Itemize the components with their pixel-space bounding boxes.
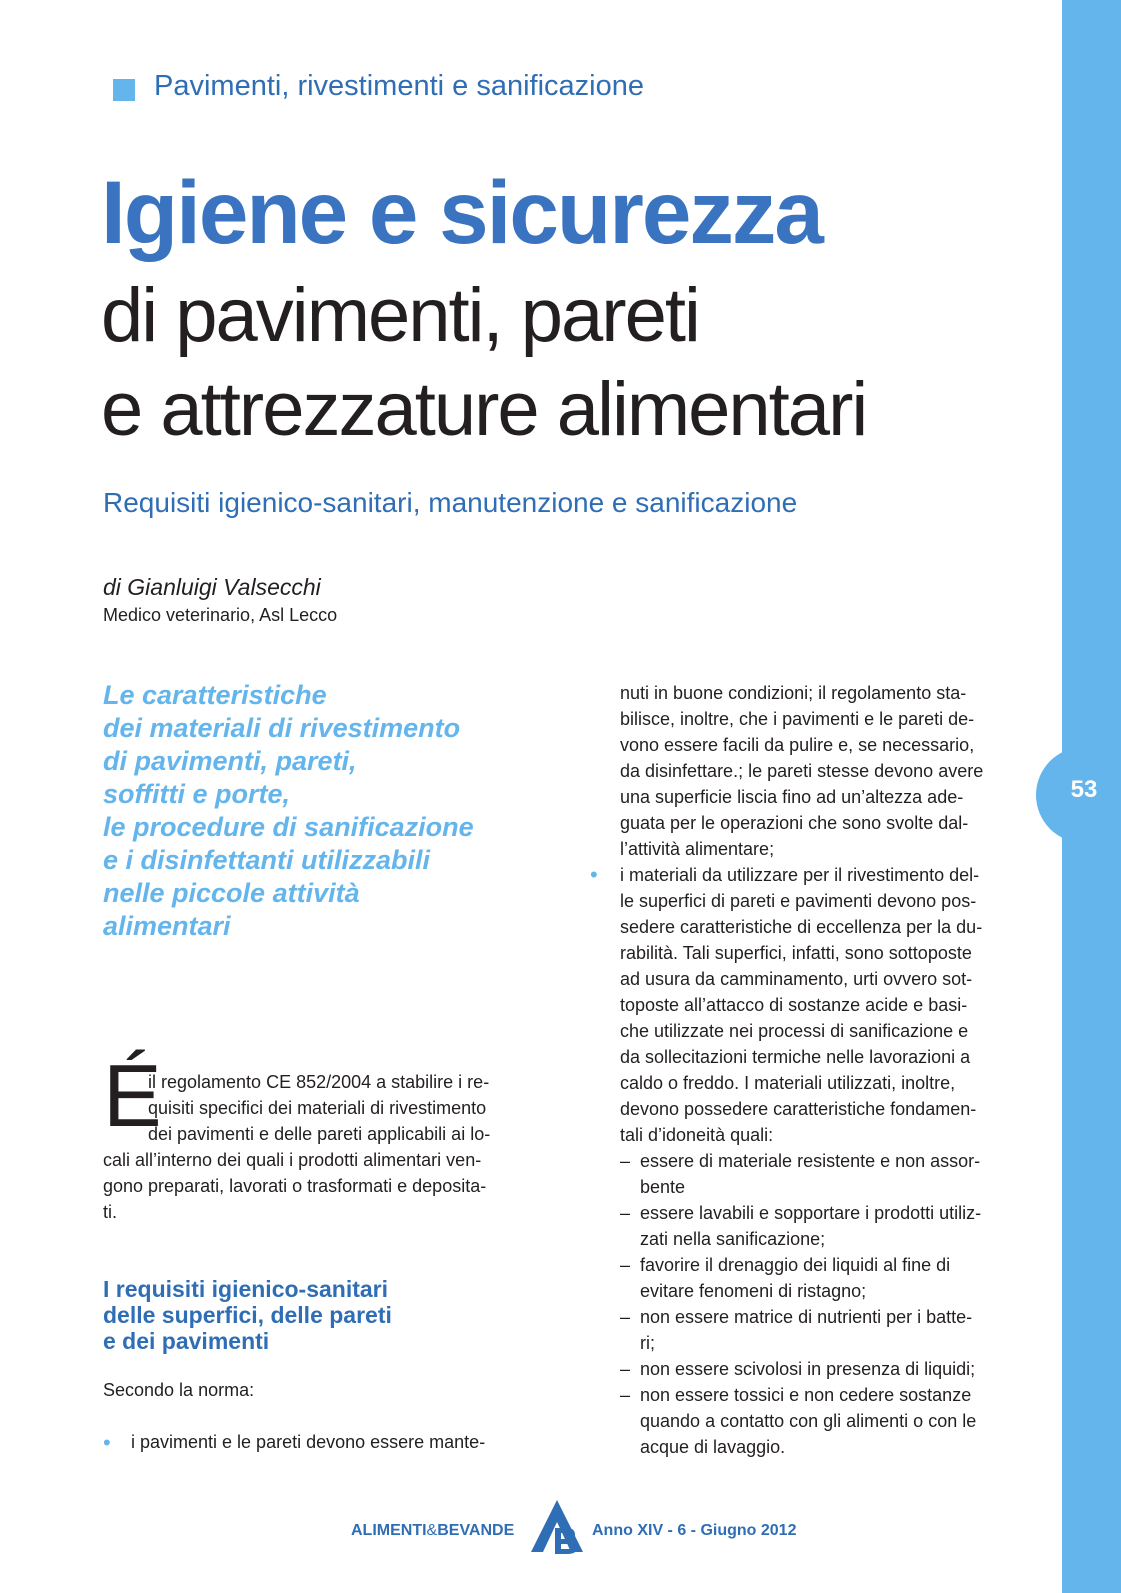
intro-paragraph [103, 1069, 533, 1225]
lead-line: dei materiali di rivestimento [103, 713, 461, 743]
section-heading-line: delle superfici, delle pareti [103, 1302, 392, 1328]
bullet-icon: • [590, 862, 598, 887]
dash-line: essere lavabili e sopportare i prodotti utiliz- [640, 1203, 982, 1223]
drop-cap: É [103, 1046, 162, 1145]
article-title-line3: e attrezzature alimentari [101, 367, 867, 452]
dash-line: essere di materiale resistente e non assor- [640, 1151, 981, 1171]
bullet-item [590, 862, 1020, 1148]
lead-line: nelle piccole attività [103, 878, 360, 908]
dash-marker-icon: – [620, 1307, 631, 1327]
dash-line: ri; [640, 1333, 655, 1353]
section-heading [103, 1276, 392, 1354]
dash-item [620, 1148, 1020, 1200]
publication-name [351, 1522, 514, 1540]
dash-line: zati nella sanificazione; [640, 1229, 826, 1249]
dash-line: non essere scivolosi in presenza di liquidi; [640, 1359, 976, 1379]
publication-logo-icon [527, 1498, 587, 1554]
publication-name-part: ALIMENTI [351, 1522, 427, 1539]
body-line: devono possedere caratteristiche fondamen- [620, 1099, 977, 1119]
intro-line: cali all’interno dei quali i prodotti alimentari ven- [103, 1150, 482, 1170]
article-title-line2: di pavimenti, pareti [101, 273, 699, 358]
dash-line: favorire il drenaggio dei liquidi al fine di [640, 1255, 951, 1275]
bullet-icon: • [103, 1430, 111, 1455]
lead-line: soffitti e porte, [103, 779, 291, 809]
dash-line: evitare fenomeni di ristagno; [640, 1281, 867, 1301]
article-title: Igiene e sicurezza [101, 162, 822, 262]
dash-item [620, 1252, 1020, 1304]
dash-line: non essere tossici e non cedere sostanze [640, 1385, 972, 1405]
dash-item [620, 1200, 1020, 1252]
intro-line: quisiti specifici dei materiali di rivestimento [148, 1098, 487, 1118]
section-heading-line: I requisiti igienico-sanitari [103, 1276, 389, 1302]
section-label: Pavimenti, rivestimenti e sanificazione [154, 70, 644, 102]
body-line: tali d’idoneità quali: [620, 1125, 774, 1145]
bullet-text: i pavimenti e le pareti devono essere mante- [131, 1432, 486, 1452]
body-line: guata per le operazioni che sono svolte dal- [620, 813, 969, 833]
dash-line: acque di lavaggio. [640, 1437, 786, 1457]
body-line: toposte all’attacco di sostanze acide e basi- [620, 995, 968, 1015]
intro-line: il regolamento CE 852/2004 a stabilire i re- [148, 1072, 490, 1092]
intro-line: ti. [103, 1202, 118, 1222]
page-number: 53 [1070, 776, 1098, 803]
lead-line: alimentari [103, 911, 231, 941]
body-line: ad usura da camminamento, urti ovvero sot- [620, 969, 973, 989]
body-line: caldo o freddo. I materiali utilizzati, inoltre, [620, 1073, 956, 1093]
dash-marker-icon: – [620, 1151, 631, 1171]
body-line: che utilizzate nei processi di sanificazione e [620, 1021, 969, 1041]
intro-line: gono preparati, lavorati o trasformati e deposita- [103, 1176, 487, 1196]
dash-item [620, 1382, 1020, 1460]
dash-marker-icon: – [620, 1359, 631, 1379]
author-affiliation: Medico veterinario, Asl Lecco [103, 605, 338, 625]
publication-ampersand: & [426, 1522, 438, 1539]
lead-line: Le caratteristiche [103, 680, 327, 710]
issue-info: Anno XIV - 6 - Giugno 2012 [592, 1522, 797, 1539]
body-line: sedere caratteristiche di eccellenza per la du- [620, 917, 983, 937]
body-line: vono essere facili da pulire e, se necessario, [620, 735, 975, 755]
right-column [590, 680, 1020, 1460]
body-line: bilisce, inoltre, che i pavimenti e le pareti de- [620, 709, 975, 729]
body-line: da sollecitazioni termiche nelle lavorazioni a [620, 1047, 971, 1067]
dash-item [620, 1304, 1020, 1356]
publication-name-part: BEVANDE [437, 1522, 515, 1539]
dash-marker-icon: – [620, 1385, 631, 1405]
dash-line: non essere matrice di nutrienti per i batte- [640, 1307, 973, 1327]
dash-marker-icon: – [620, 1255, 631, 1275]
lead-paragraph [103, 679, 543, 943]
section-marker-icon [113, 79, 135, 101]
article-subtitle: Requisiti igienico-sanitari, manutenzione e sanificazione [103, 487, 798, 518]
section-heading-line: e dei pavimenti [103, 1328, 270, 1354]
lead-line: e i disinfettanti utilizzabili [103, 845, 431, 875]
lead-line: le procedure di sanificazione [103, 812, 474, 842]
body-line: rabilità. Tali superfici, infatti, sono sottoposte [620, 943, 972, 963]
dash-marker-icon: – [620, 1203, 631, 1223]
intro-line: dei pavimenti e delle pareti applicabili ai lo- [148, 1124, 491, 1144]
body-line: i materiali da utilizzare per il rivestimento del- [620, 865, 980, 885]
dash-line: quando a contatto con gli alimenti o con le [640, 1411, 977, 1431]
body-line: nuti in buone condizioni; il regolamento sta- [620, 683, 967, 703]
body-line: da disinfettare.; le pareti stesse devono avere [620, 761, 984, 781]
author-name: di Gianluigi Valsecchi [103, 574, 321, 600]
body-line: l’attività alimentare; [620, 839, 775, 859]
dash-item [620, 1356, 1020, 1382]
dash-line: bente [640, 1177, 686, 1197]
body-line: le superfici di pareti e pavimenti devono pos- [620, 891, 977, 911]
lead-line: di pavimenti, pareti, [103, 746, 357, 776]
body-line: una superficie liscia fino ad un’altezza ade- [620, 787, 964, 807]
norm-intro: Secondo la norma: [103, 1380, 255, 1400]
